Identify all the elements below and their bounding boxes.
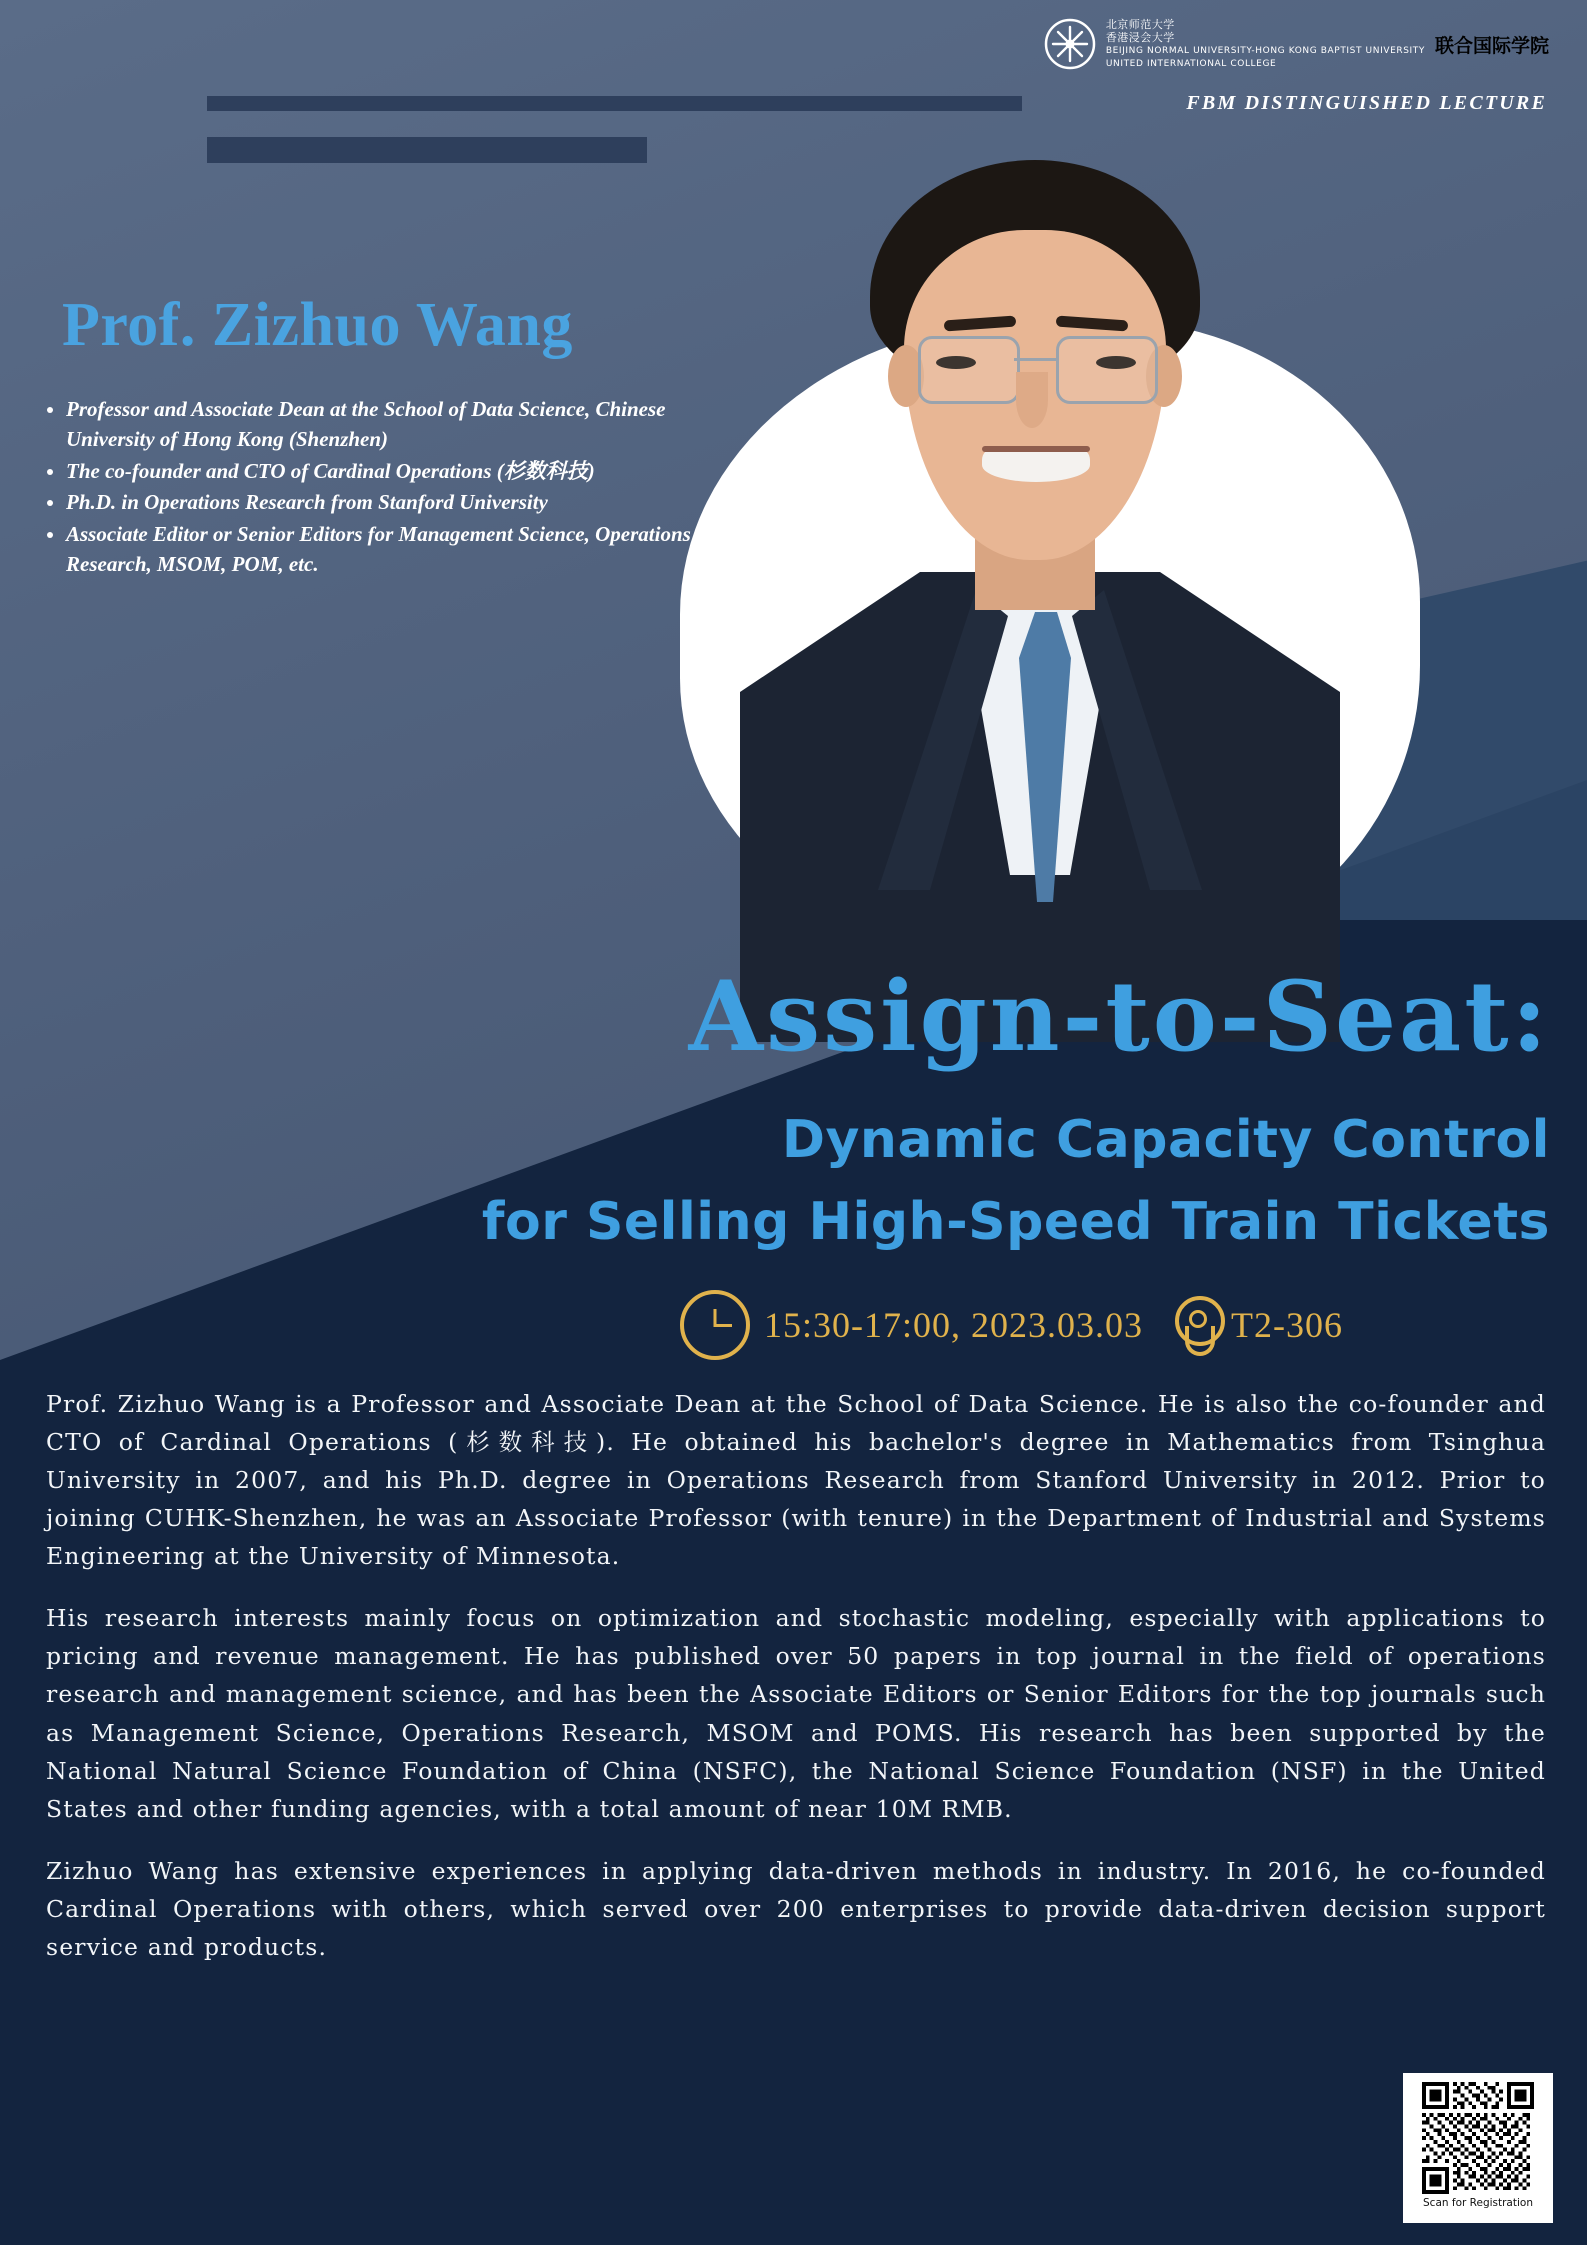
- qr-code-icon: [1422, 2082, 1534, 2194]
- portrait-head: [870, 160, 1200, 560]
- list-item: • Professor and Associate Dean at the School of Data Science, Chinese University of Hong Kong (Shenzhen): [66, 395, 756, 455]
- clock-icon: [680, 1290, 750, 1360]
- logo-cn-line1: 北京师范大学: [1105, 18, 1175, 32]
- list-item: • The co-founder and CTO of Cardinal Operations (杉数科技): [66, 457, 756, 487]
- registration-qr[interactable]: [1403, 2073, 1553, 2223]
- talk-title-sub1: Dynamic Capacity Control: [781, 1110, 1550, 1170]
- talk-title-sub2: for Selling High-Speed Train Tickets: [481, 1192, 1550, 1252]
- location-pin-icon: [1175, 1296, 1217, 1354]
- talk-room: T2-306: [1231, 1305, 1343, 1345]
- speaker-credentials: [36, 395, 756, 582]
- speaker-bio: [46, 1385, 1546, 1990]
- bio-paragraph-3: Zizhuo Wang has extensive experiences in applying data-driven methods in industry. In 2016, he co-founded Cardinal Operations with others, which served over 200 enterprises to provide data-driven decision support service and products.: [46, 1856, 1546, 1961]
- snowflake-logo-icon: [1044, 18, 1096, 70]
- list-item: • Associate Editor or Senior Editors for Management Science, Operations Research, MSOM, POM, etc.: [66, 520, 756, 580]
- portrait-mouth: [982, 448, 1090, 482]
- logo-cn-big: 联合国际学院: [1434, 34, 1549, 57]
- bio-paragraph-2: His research interests mainly focus on optimization and stochastic modeling, especially with applications to pricing and revenue management. He has published over 50 papers in top journal in the field of operations research and management science, and has been the Associate Editors or Senior Editors for the top journals such as Management Science, Operations Research, MSOM and POMS. His research has been supported by the National Natural Science Foundation of China (NSFC), the National Science Foundation (NSF) in the United States and other funding agencies, with a total amount of near 10M RMB.: [46, 1604, 1546, 1823]
- portrait-mouth-line: [982, 446, 1090, 452]
- decorative-bar-bottom: [207, 137, 647, 163]
- talk-meta-row: [680, 1290, 1560, 1360]
- talk-time: 15:30-17:00, 2023.03.03: [764, 1305, 1143, 1345]
- logo-cn-line2: 香港浸会大学: [1105, 30, 1175, 44]
- list-item: • Ph.D. in Operations Research from Stanford University: [66, 488, 756, 518]
- decorative-bar-top: [207, 96, 1022, 111]
- registration-caption: Scan for Registration: [1423, 2197, 1533, 2209]
- lecture-series-label: FBM DISTINGUISHED LECTURE: [1186, 92, 1547, 114]
- portrait-nose: [1016, 372, 1048, 428]
- logo-en-line1: BEIJING NORMAL UNIVERSITY-HONG KONG BAPTIST UNIVERSITY: [1105, 46, 1425, 57]
- bio-paragraph-1: Prof. Zizhuo Wang is a Professor and Associate Dean at the School of Data Science. He is also the co-founder and CTO of Cardinal Operations (杉数科技). He obtained his bachelor's degree in Mathematics from Tsinghua University in 2007, and his Ph.D. degree in Operations Research from Stanford University in 2012. Prior to joining CUHK-Shenzhen, he was an Associate Professor (with tenure) in the Department of Industrial and Systems Engineering at the University of Minnesota.: [46, 1390, 1546, 1571]
- speaker-name: Prof. Zizhuo Wang: [62, 291, 573, 359]
- talk-title-main: Assign-to-Seat:: [688, 960, 1550, 1073]
- institution-logo: [1044, 18, 1549, 70]
- logo-en-line2: UNITED INTERNATIONAL COLLEGE: [1105, 58, 1277, 69]
